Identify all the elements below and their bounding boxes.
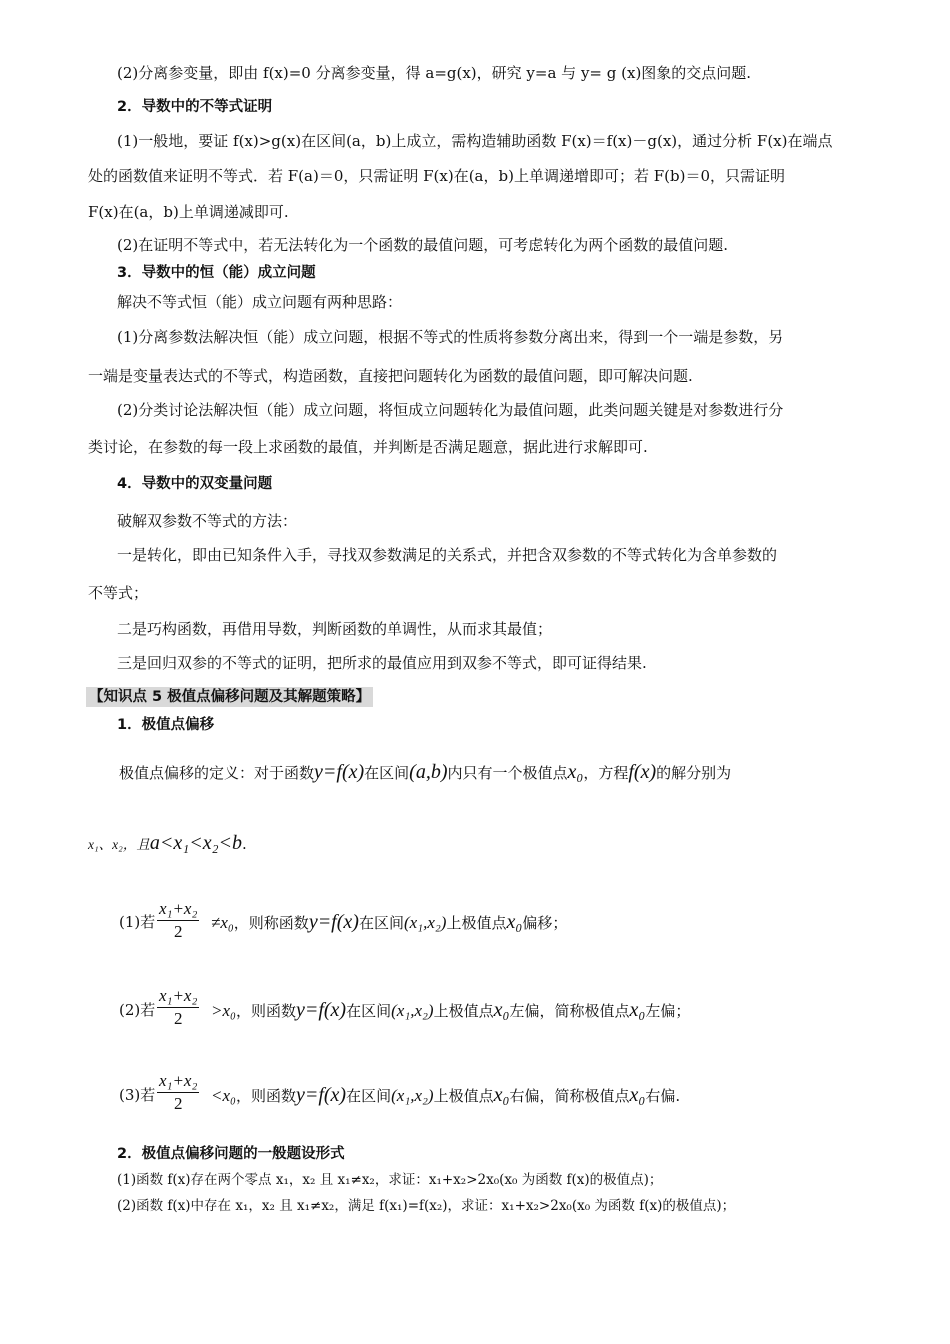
case-post-b: 左偏； — [645, 1002, 691, 1020]
paragraph-separate-parameter: (2)分离参变量，即由 f(x)=0 分离参变量，得 a=g(x)，研究 y=a 与 y= g (x)图象的交点问题. — [117, 64, 752, 82]
heading-general-form: 2．极值点偏移问题的一般题设形式 — [117, 1146, 345, 1162]
case-post: 偏移； — [522, 914, 568, 932]
roots-end: . — [242, 835, 247, 853]
paragraph-double-intro: 破解双参数不等式的方法： — [117, 512, 298, 530]
case-in-interval: 在区间 — [346, 1002, 392, 1020]
case-3-prefix: (3)若 — [119, 1086, 156, 1104]
case-1-rest — [211, 912, 567, 933]
fraction-numerator: x₁+x₂ — [157, 1070, 199, 1093]
case-tail: 上极值点 — [446, 914, 507, 932]
case-function: y=f(x) — [295, 999, 347, 1021]
paragraph-proof-1b: 处的函数值来证明不等式．若 F(a)＝0，只需证明 F(x)在(a，b)上单调递增即可；若 F(b)＝0，只需证明 — [88, 167, 785, 185]
case-3-fraction — [157, 1070, 199, 1115]
paragraph-constant-1b: 一端是变量表达式的不等式，构造函数，直接把问题转化为函数的最值问题，即可解决问题. — [88, 367, 693, 385]
definition-line — [119, 762, 731, 783]
case-2-prefix: (2)若 — [119, 1001, 156, 1019]
knowledge-point-banner: 【知识点 5 极值点偏移问题及其解题策略】 — [86, 687, 373, 707]
case-extremum: x₀ — [506, 911, 523, 933]
paragraph-double-2: 二是巧构函数，再借用导数，判断函数的单调性，从而求其最值； — [117, 620, 553, 638]
case-in-interval: 在区间 — [358, 914, 404, 932]
case-tail: 上极值点 — [433, 1087, 494, 1105]
case-text: ，则函数 — [235, 1087, 296, 1105]
case-function: y=f(x) — [308, 911, 359, 933]
roots-text: x₁、x₂，且 — [88, 837, 150, 852]
paragraph-constant-2b: 类讨论，在参数的每一段上求函数的最值，并判断是否满足题意，据此进行求解即可. — [88, 438, 648, 456]
fraction-denominator: 2 — [173, 1094, 183, 1113]
roots-order: a<x₁<x₂<b — [149, 832, 243, 854]
paragraph-double-1b: 不等式； — [88, 584, 149, 602]
case-interval: (x₁,x₂) — [391, 1086, 434, 1105]
case-2-rest — [211, 1000, 690, 1021]
heading-double-variable: 4．导数中的双变量问题 — [117, 476, 273, 492]
case-2-fraction — [157, 985, 199, 1030]
definition-function: y=f(x) — [314, 761, 365, 783]
paragraph-double-3: 三是回归双参的不等式的证明，把所求的最值应用到双参不等式，即可证得结果. — [117, 654, 647, 672]
case-1-fraction — [157, 898, 199, 943]
case-3-rest — [211, 1085, 680, 1106]
definition-text-c: 内只有一个极值点 — [447, 764, 568, 782]
case-post: 左偏，简称极值点 — [509, 1002, 630, 1020]
paragraph-constant-1a: (1)分离参数法解决恒（能）成立问题，根据不等式的性质将参数分离出来，得到一个一端是参数，另 — [117, 328, 784, 346]
case-post-b: 右偏. — [645, 1087, 681, 1105]
case-in-interval: 在区间 — [346, 1087, 392, 1105]
general-form-item-1: (1)函数 f(x)存在两个零点 x₁，x₂ 且 x₁≠x₂，求证：x₁+x₂>2x₀(x₀ 为函数 f(x)的极值点)； — [117, 1172, 663, 1188]
case-interval: (x₁,x₂) — [391, 1001, 434, 1020]
definition-equation: f(x) — [628, 761, 657, 783]
case-interval: (x₁,x₂) — [403, 913, 447, 932]
case-extremum: x₀ — [493, 999, 510, 1021]
definition-roots-line — [88, 833, 247, 855]
case-tail: 上极值点 — [433, 1002, 494, 1020]
case-relation: >x₀ — [211, 1001, 236, 1020]
heading-extremum-shift: 1．极值点偏移 — [117, 717, 215, 733]
case-relation: ≠x₀ — [211, 913, 234, 932]
general-form-item-2: (2)函数 f(x)中存在 x₁，x₂ 且 x₁≠x₂，满足 f(x₁)=f(x₂)，求证：x₁+x₂>2x₀(x₀ 为函数 f(x)的极值点)； — [117, 1198, 736, 1214]
paragraph-proof-1a: (1)一般地，要证 f(x)>g(x)在区间(a，b)上成立，需构造辅助函数 F(x)＝f(x)－g(x)，通过分析 F(x)在端点 — [117, 132, 833, 150]
case-post: 右偏，简称极值点 — [509, 1087, 630, 1105]
fraction-denominator: 2 — [173, 922, 183, 941]
paragraph-constant-intro: 解决不等式恒（能）成立问题有两种思路： — [117, 293, 403, 311]
case-text: ，则函数 — [235, 1002, 296, 1020]
case-text: ，则称函数 — [233, 914, 309, 932]
paragraph-proof-1c: F(x)在(a，b)上单调递减即可. — [88, 203, 289, 221]
case-extremum-b: x₀ — [629, 1084, 646, 1106]
definition-text-a: 极值点偏移的定义：对于函数 — [119, 764, 315, 782]
heading-constant-holds: 3．导数中的恒（能）成立问题 — [117, 265, 316, 281]
paragraph-constant-2a: (2)分类讨论法解决恒（能）成立问题，将恒成立问题转化为最值问题，此类问题关键是对参数进行分 — [117, 401, 784, 419]
definition-extremum-point: x₀ — [567, 761, 584, 783]
paragraph-double-1a: 一是转化，即由已知条件入手，寻找双参数满足的关系式，并把含双参数的不等式转化为含单参数的 — [117, 546, 778, 564]
case-extremum: x₀ — [493, 1084, 510, 1106]
fraction-numerator: x₁+x₂ — [157, 898, 199, 921]
fraction-denominator: 2 — [173, 1009, 183, 1028]
case-relation: <x₀ — [211, 1086, 236, 1105]
definition-text-b: 在区间 — [364, 764, 410, 782]
case-1-prefix: (1)若 — [119, 913, 156, 931]
case-function: y=f(x) — [295, 1084, 347, 1106]
definition-text-d: ，方程 — [583, 764, 629, 782]
case-extremum-b: x₀ — [629, 999, 646, 1021]
heading-inequality-proof: 2．导数中的不等式证明 — [117, 99, 273, 115]
fraction-numerator: x₁+x₂ — [157, 985, 199, 1008]
definition-interval: (a,b) — [409, 761, 448, 783]
definition-text-e: 的解分别为 — [656, 764, 732, 782]
paragraph-proof-2: (2)在证明不等式中，若无法转化为一个函数的最值问题，可考虑转化为两个函数的最值问题. — [117, 236, 729, 254]
